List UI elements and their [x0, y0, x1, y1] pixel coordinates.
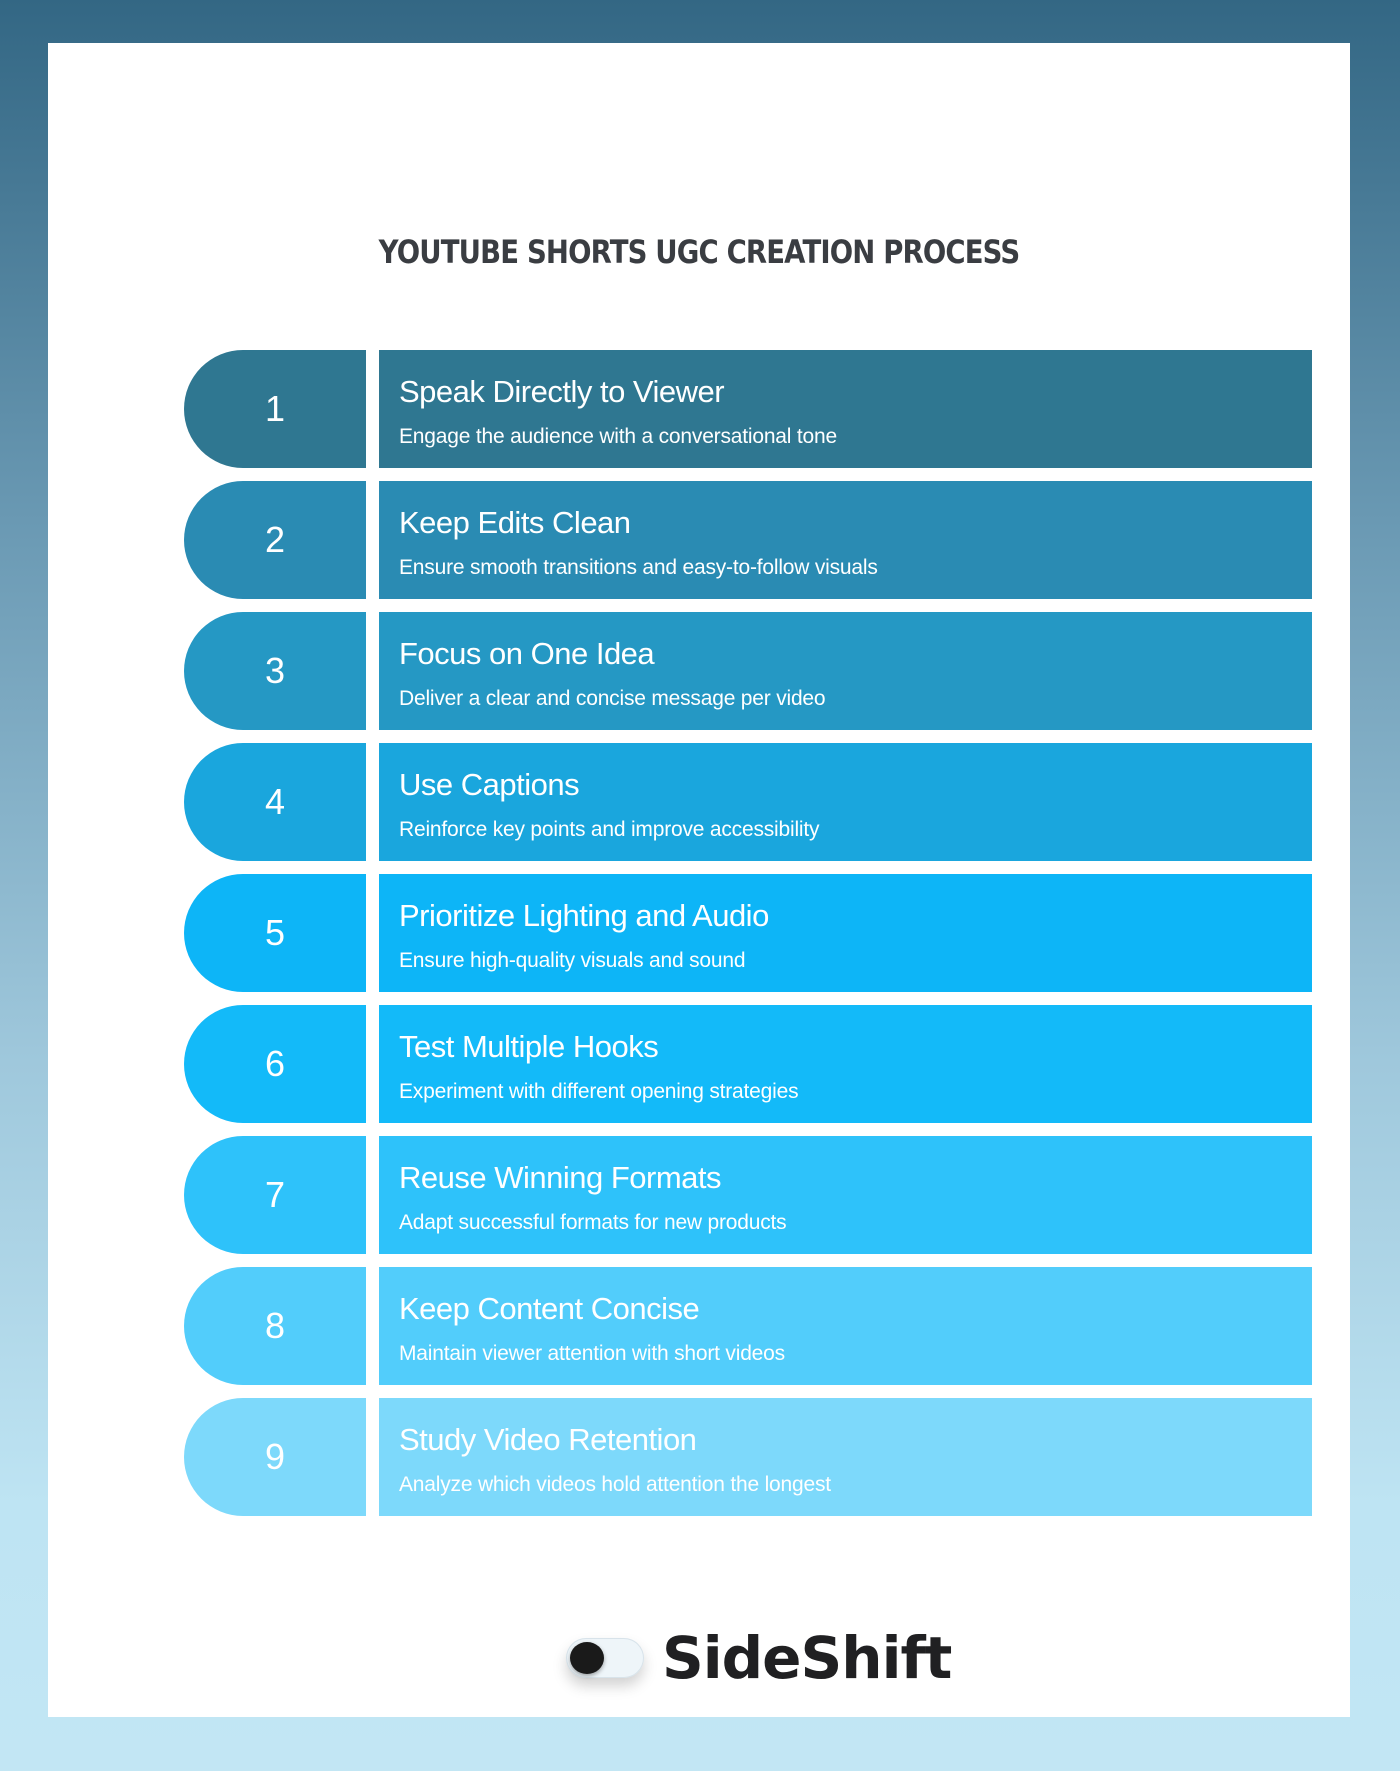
step-content: [379, 1136, 1312, 1254]
step-content: [379, 350, 1312, 468]
step-number: 3: [184, 612, 366, 730]
step-description: Adapt successful formats for new products: [399, 1211, 787, 1234]
toggle-knob: [570, 1642, 604, 1674]
step-title: Use Captions: [399, 767, 580, 802]
step-item: [184, 612, 1312, 730]
step-number: 9: [184, 1398, 366, 1516]
step-description: Analyze which videos hold attention the longest: [399, 1473, 831, 1496]
step-number: 4: [184, 743, 366, 861]
step-content: [379, 1005, 1312, 1123]
step-item: [184, 874, 1312, 992]
step-description: Ensure smooth transitions and easy-to-follow visuals: [399, 556, 878, 579]
step-title: Focus on One Idea: [399, 636, 655, 671]
step-content: [379, 612, 1312, 730]
step-description: Maintain viewer attention with short videos: [399, 1342, 785, 1365]
step-description: Experiment with different opening strategies: [399, 1080, 799, 1103]
step-item: [184, 743, 1312, 861]
step-number: 7: [184, 1136, 366, 1254]
step-title: Reuse Winning Formats: [399, 1160, 722, 1195]
toggle-switch-icon: [566, 1638, 644, 1678]
step-number: 6: [184, 1005, 366, 1123]
step-content: [379, 874, 1312, 992]
step-content: [379, 743, 1312, 861]
step-description: Reinforce key points and improve accessibility: [399, 818, 820, 841]
step-description: Deliver a clear and concise message per video: [399, 687, 826, 710]
step-item: [184, 350, 1312, 468]
brand-name: SideShift: [662, 1624, 952, 1692]
infographic-card: [48, 43, 1350, 1717]
step-title: Test Multiple Hooks: [399, 1029, 659, 1064]
step-content: [379, 1398, 1312, 1516]
step-title: Speak Directly to Viewer: [399, 374, 725, 409]
step-item: [184, 1398, 1312, 1516]
step-number: 1: [184, 350, 366, 468]
step-description: Engage the audience with a conversational tone: [399, 425, 837, 448]
step-item: [184, 1267, 1312, 1385]
step-item: [184, 1005, 1312, 1123]
step-item: [184, 481, 1312, 599]
step-title: Keep Content Concise: [399, 1291, 700, 1326]
step-content: [379, 1267, 1312, 1385]
step-title: Study Video Retention: [399, 1422, 697, 1457]
step-number: 2: [184, 481, 366, 599]
step-number: 8: [184, 1267, 366, 1385]
brand-logo: [566, 1618, 951, 1698]
step-title: Keep Edits Clean: [399, 505, 631, 540]
step-item: [184, 1136, 1312, 1254]
step-description: Ensure high-quality visuals and sound: [399, 949, 746, 972]
step-number: 5: [184, 874, 366, 992]
page-title: YOUTUBE SHORTS UGC CREATION PROCESS: [378, 233, 1020, 271]
step-title: Prioritize Lighting and Audio: [399, 898, 769, 933]
step-content: [379, 481, 1312, 599]
